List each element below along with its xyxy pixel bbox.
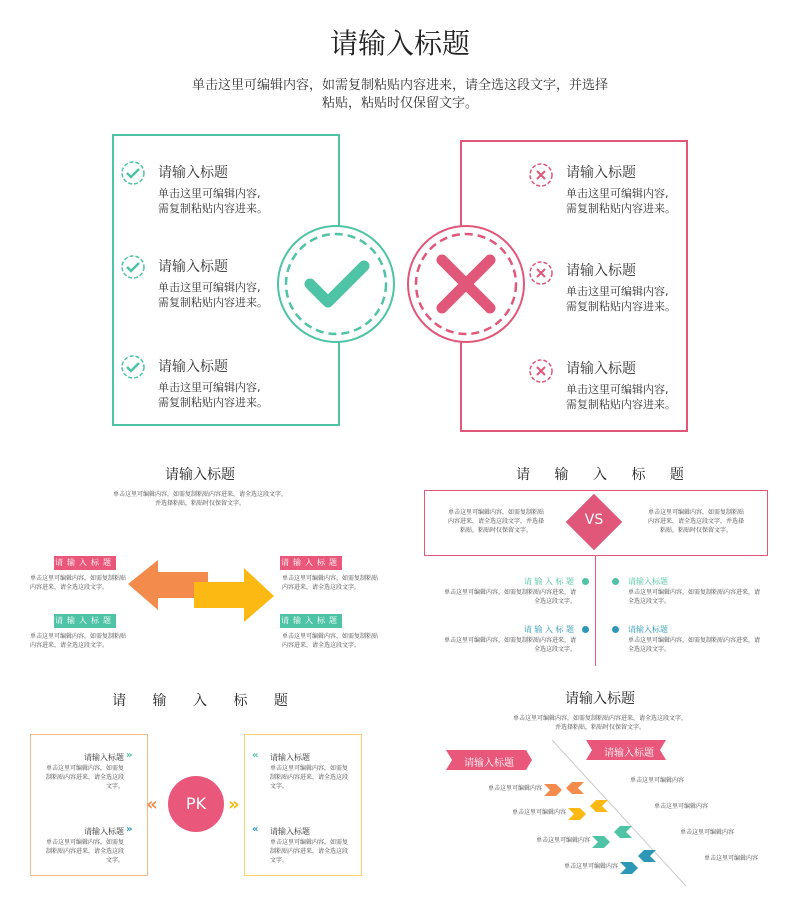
diag-right-item: 单击这里可编辑内容 <box>630 777 685 784</box>
vs-item-title: 请 输 入 标 题 <box>523 625 574 634</box>
item-desc: 单击这里可编辑内容, 需复制粘贴内容进来。 <box>566 383 676 411</box>
vs-item-title: 请 输 入 标 题 <box>523 577 574 586</box>
item-title: 请输入标题 <box>566 165 636 181</box>
double-chevron-left-icon: « <box>146 794 158 815</box>
check-small-icon <box>120 254 146 280</box>
diag-left-item: 单击这里可编辑内容 <box>563 863 618 870</box>
arrows-subtitle: 单击这里可编辑内容，如需复制粘贴内容进来，请全选这段文字， 并选择粘贴，粘贴时仅保留文字。 <box>112 491 287 507</box>
item-desc: 单击这里可编辑内容, 需复制粘贴内容进来。 <box>158 381 268 409</box>
check-circle <box>278 226 394 342</box>
pk-title: 请 输 入 标 题 <box>112 693 288 709</box>
chevron-left-icon: « <box>252 750 259 761</box>
item-title: 请输入标题 <box>566 361 636 377</box>
item-title: 请输入标题 <box>566 263 636 279</box>
check-small-icon <box>120 160 146 186</box>
diag-subtitle: 单击这里可编辑内容，如需复制粘贴内容进来，请全选这段文字， 并选择粘贴，粘贴时仅保留文字。 <box>512 715 687 731</box>
vs-dot <box>582 578 589 585</box>
pk-item-title: 请输入标题 <box>270 827 310 836</box>
pk-item-title: 请输入标题 <box>270 753 310 762</box>
item-title: 请输入标题 <box>158 165 228 181</box>
arrows-tag: 请输入标题 <box>54 614 116 628</box>
check-small-icon <box>120 354 146 380</box>
vs-label: VS <box>584 512 604 528</box>
subtitle-line: 粘贴，粘贴时仅保留文字。 <box>321 96 478 111</box>
chevron-left-icon: « <box>252 824 259 835</box>
item-desc: 单击这里可编辑内容, 需复制粘贴内容进来。 <box>158 187 268 215</box>
vs-title: 请 输 入 标 题 <box>516 467 684 483</box>
diag-banner-right: 请输入标题 <box>604 748 654 759</box>
chevron-right-icon <box>620 862 638 874</box>
diag-left-item: 单击这里可编辑内容 <box>487 785 542 792</box>
page-title: 请输入标题 <box>329 27 470 60</box>
vs-item-desc: 单击这里可编辑内容，如需复制粘贴内容进来，请 全选这段文字。 <box>628 637 761 653</box>
chevron-right-icon: » <box>126 750 133 761</box>
diag-right-item: 单击这里可编辑内容 <box>654 803 709 810</box>
arrows-title: 请输入标题 <box>165 467 235 483</box>
cross-small-icon <box>528 260 554 286</box>
chevron-left-icon <box>590 800 608 812</box>
pk-item-desc: 单击这里可编辑内容，如需复 制粘贴内容进来，请全选这段 文字。 <box>270 765 349 790</box>
diag-right-item: 单击这里可编辑内容 <box>704 855 759 862</box>
arrows-desc: 单击这里可编辑内容，如需复制粘贴 内容进来，请全选这段文字。 <box>282 633 379 649</box>
vs-item-title: 请输入标题 <box>628 625 668 634</box>
pk-badge: PK <box>168 776 224 832</box>
pk-item-desc: 单击这里可编辑内容，如需复 制粘贴内容进来，请全选这段 文字。 <box>270 839 349 864</box>
vs-item-desc: 单击这里可编辑内容，如需复制粘贴内容进来，请 全选这段文字。 <box>443 589 576 605</box>
arrows-desc: 单击这里可编辑内容，如需复制粘贴 内容进来，请全选这段文字。 <box>30 633 127 649</box>
vs-dot <box>612 578 619 585</box>
arrows-desc: 单击这里可编辑内容，如需复制粘贴 内容进来，请全选这段文字。 <box>30 575 127 591</box>
chevron-right-icon: » <box>126 824 133 835</box>
exchange-arrows-icon <box>128 558 276 624</box>
diag-right-item: 单击这里可编辑内容 <box>680 829 735 836</box>
pk-item-desc: 单击这里可编辑内容，如需复 制粘贴内容进来，请全选这段 文字。 <box>45 839 124 864</box>
vs-item-desc: 单击这里可编辑内容，如需复制粘贴内容进来，请 全选这段文字。 <box>628 589 761 605</box>
item-title: 请输入标题 <box>158 359 228 375</box>
comparison-badges <box>270 218 530 368</box>
item-desc: 单击这里可编辑内容, 需复制粘贴内容进来。 <box>158 281 268 309</box>
item-desc: 单击这里可编辑内容, 需复制粘贴内容进来。 <box>566 285 676 313</box>
pk-item-desc: 单击这里可编辑内容，如需复 制粘贴内容进来，请全选这段 文字。 <box>45 765 124 790</box>
arrows-tag: 请输入标题 <box>280 556 342 570</box>
diag-title: 请输入标题 <box>565 691 635 707</box>
chevron-right-icon <box>568 808 586 820</box>
pk-item-title: 请输入标题 <box>84 827 124 836</box>
subtitle-line: 单击这里可编辑内容，如需复制粘贴内容进来，请全选这段文字，并选择 <box>191 78 608 93</box>
vs-left-text: 单击这里可编辑内容，如需复制粘贴 内容进来，请全选这段文字，并选择 粘贴，粘贴时仅保留文字。 <box>447 509 544 534</box>
page-subtitle <box>160 77 640 113</box>
double-chevron-right-icon: » <box>228 794 240 815</box>
vs-dot <box>612 626 619 633</box>
diag-left-item: 单击这里可编辑内容 <box>535 837 590 844</box>
item-title: 请输入标题 <box>158 259 228 275</box>
vs-dot <box>582 626 589 633</box>
arrows-tag: 请输入标题 <box>54 556 116 570</box>
chevron-left-icon <box>638 850 656 862</box>
vs-right-text: 单击这里可编辑内容，如需复制粘贴 内容进来，请全选这段文字，并选择 粘贴，粘贴时仅保留文字。 <box>647 509 744 534</box>
item-desc: 单击这里可编辑内容, 需复制粘贴内容进来。 <box>566 187 676 215</box>
vs-item-title: 请输入标题 <box>628 577 668 586</box>
diag-left-item: 单击这里可编辑内容 <box>511 809 566 816</box>
arrows-desc: 单击这里可编辑内容，如需复制粘贴 内容进来，请全选这段文字。 <box>282 575 379 591</box>
arrows-tag: 请输入标题 <box>280 614 342 628</box>
vs-divider <box>595 556 596 666</box>
chevron-left-icon <box>566 782 584 794</box>
cross-small-icon <box>528 358 554 384</box>
vs-item-desc: 单击这里可编辑内容，如需复制粘贴内容进来，请 全选这段文字。 <box>443 637 576 653</box>
cross-small-icon <box>528 162 554 188</box>
diag-banner-left: 请输入标题 <box>464 758 514 769</box>
chevron-right-icon <box>592 836 610 848</box>
chevron-left-icon <box>614 826 632 838</box>
pk-item-title: 请输入标题 <box>84 753 124 762</box>
chevron-right-icon <box>544 784 562 796</box>
